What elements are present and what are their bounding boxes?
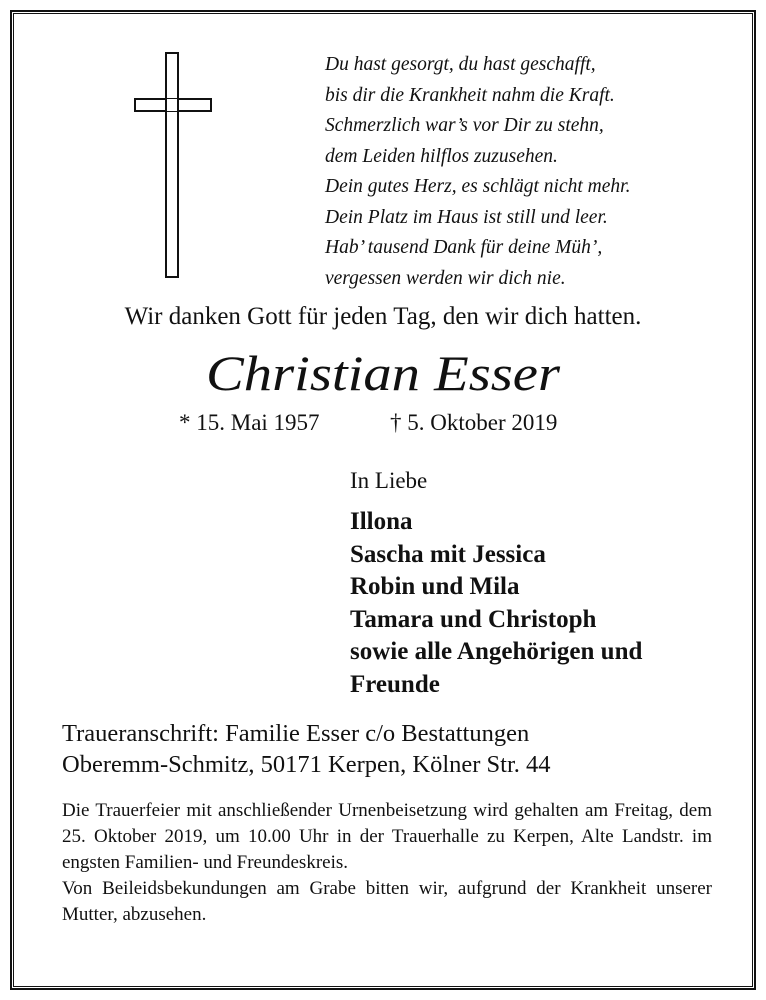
ceremony-text: Die Trauerfeier mit anschließender Urnenbeisetzung wird gehalten am Freitag, dem 25. Oktober 2019, um 10.00 Uhr in der Trauerhalle zu Kerpen, Alte Landstr. im engsten Familien- und Freundeskreis. [62, 800, 712, 873]
address-line: Oberemm-Schmitz, 50171 Kerpen, Kölner Str. 44 [62, 751, 551, 778]
service-notice [62, 798, 712, 928]
poem-line: dem Leiden hilflos zuzusehen. [325, 145, 558, 167]
mourner: sowie alle Angehörigen und [350, 638, 643, 665]
mourner: Illona [350, 508, 413, 535]
thanks-line: Wir danken Gott für jeden Tag, den wir dich hatten. [124, 303, 642, 330]
death-date: † 5. Oktober 2019 [390, 410, 558, 435]
mourner: Sascha mit Jessica [350, 540, 546, 568]
condolences-text: Von Beileidsbekundungen am Grabe bitten wir, aufgrund der Krankheit unserer Mutter, abzusehen. [62, 878, 712, 925]
poem-line: Dein Platz im Haus ist still und leer. [325, 206, 608, 228]
address-line: Traueranschrift: Familie Esser c/o Bestattungen [62, 720, 530, 747]
mourner: Tamara und Christoph [350, 605, 597, 633]
poem-line: Hab’ tausend Dank für deine Müh’, [325, 237, 603, 258]
poem-line: bis dir die Krankheit nahm die Kraft. [325, 84, 615, 106]
mourning-address [62, 718, 551, 780]
mourner: Robin und Mila [350, 573, 520, 600]
poem-line: vergessen werden wir dich nie. [325, 267, 566, 289]
poem [325, 50, 735, 294]
mourner: Freunde [350, 670, 440, 698]
poem-line: Du hast gesorgt, du hast geschafft, [325, 54, 596, 75]
cross-icon [134, 52, 214, 278]
deceased-name [0, 340, 766, 408]
mourners-list [350, 506, 642, 701]
in-love-label: In Liebe [350, 468, 428, 493]
birth-date: * 15. Mai 1957 [179, 410, 320, 435]
deceased-name-text: Christian Esser [206, 345, 561, 401]
poem-line: Dein gutes Herz, es schlägt nicht mehr. [325, 176, 631, 197]
poem-line: Schmerzlich war’s vor Dir zu stehn, [325, 115, 604, 136]
